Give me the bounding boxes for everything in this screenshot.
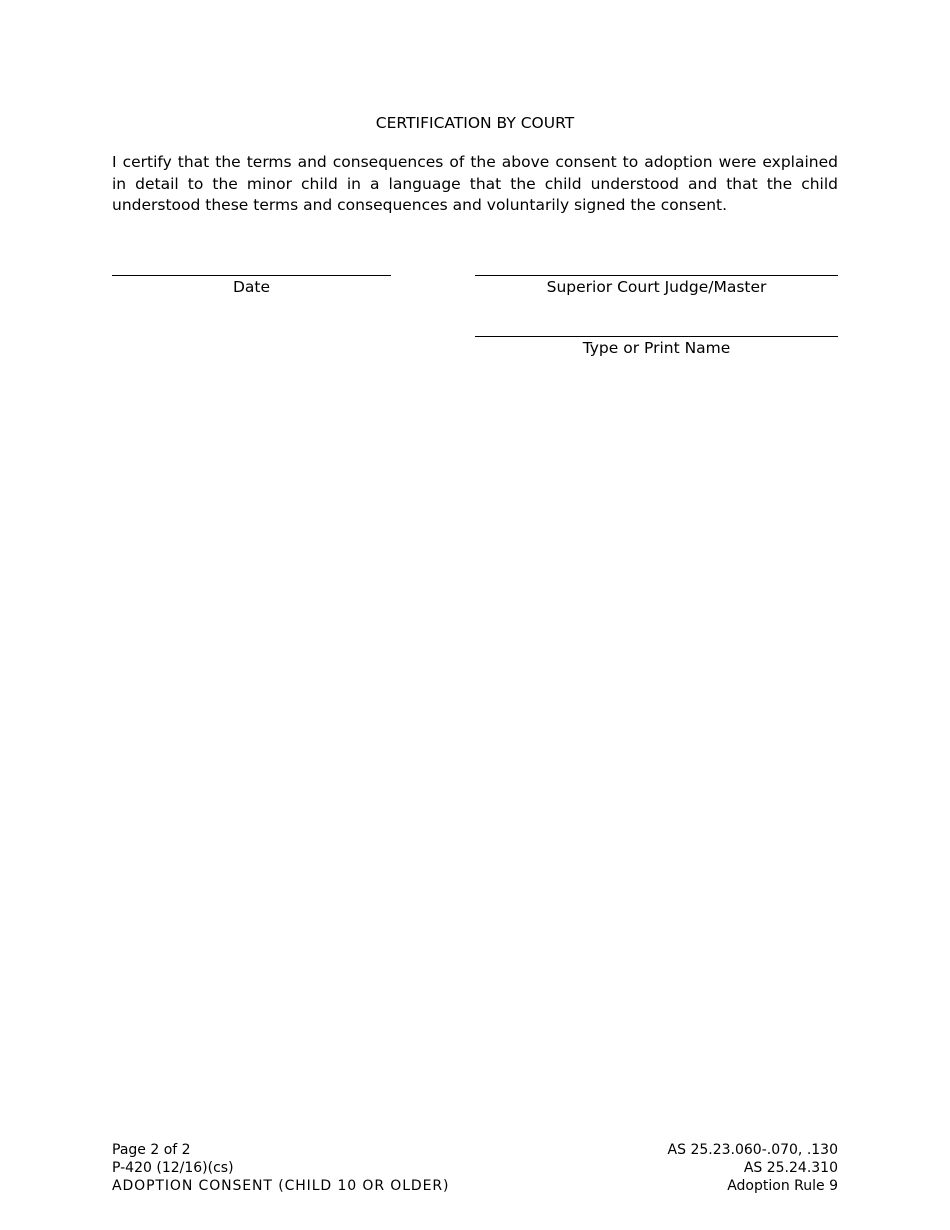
footer-left bbox=[112, 1141, 449, 1195]
adoption-rule: Adoption Rule 9 bbox=[727, 1178, 838, 1194]
judge-label: Superior Court Judge/Master bbox=[546, 278, 767, 296]
judge-signature-block bbox=[475, 275, 838, 297]
printed-name-label: Type or Print Name bbox=[582, 339, 731, 357]
section-heading: CERTIFICATION BY COURT bbox=[375, 114, 575, 132]
date-signature-block bbox=[112, 275, 391, 297]
form-number: P-420 (12/16)(cs) bbox=[112, 1160, 234, 1176]
footer-right bbox=[668, 1141, 838, 1195]
certification-paragraph: I certify that the terms and consequences of the above consent to adoption were explained in detail to the minor child in a language that the child understood and that the child understood these terms and consequences and voluntarily signed the consent. bbox=[112, 153, 838, 214]
form-title: ADOPTION CONSENT (CHILD 10 OR OLDER) bbox=[112, 1178, 450, 1194]
printed-name-line bbox=[475, 336, 838, 337]
date-label: Date bbox=[232, 278, 271, 296]
printed-name-block bbox=[475, 336, 838, 358]
statute-reference-1: AS 25.23.060-.070, .130 bbox=[667, 1142, 838, 1158]
judge-signature-line bbox=[475, 275, 838, 276]
date-signature-line bbox=[112, 275, 391, 276]
statute-reference-2: AS 25.24.310 bbox=[743, 1160, 838, 1176]
page-number: Page 2 of 2 bbox=[112, 1142, 191, 1158]
